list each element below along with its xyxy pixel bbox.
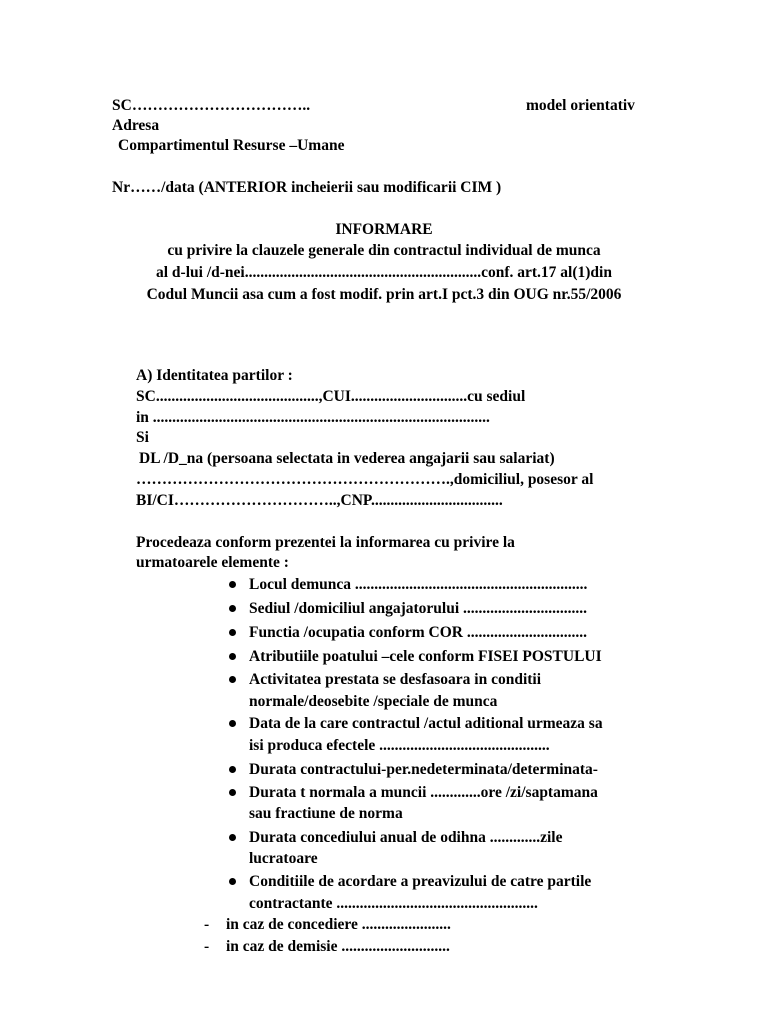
list-item-continuation: sau fractiune de norma [249, 805, 403, 822]
procedure-line-2: urmatoarele elemente : [136, 554, 289, 571]
bullet-icon [229, 605, 236, 612]
list-item: Durata concediului anual de odihna .............zile [249, 829, 563, 846]
bullet-icon [229, 720, 236, 727]
procedure-line-1: Procedeaza conform prezentei la informarea cu privire la [136, 534, 515, 551]
bullet-icon [229, 834, 236, 841]
section-a-line-4: DL /D_na (persoana selectata in vederea angajarii sau salariat) [139, 450, 555, 467]
dash-marker: - [204, 938, 210, 955]
list-item: Atributiile poatului –cele conform FISEI POSTULUI [249, 648, 602, 665]
section-a-line-3: Si [136, 429, 149, 446]
title-line-3: Codul Muncii asa cum a fost modif. prin art.I pct.3 din OUG nr.55/2006 [146, 286, 622, 303]
list-item: Locul demunca ............................................................ [249, 576, 588, 593]
section-a-line-2: in ....................................................................................... [136, 409, 490, 426]
sub-item-dismissal: in caz de concediere ....................... [226, 916, 451, 933]
bullet-icon [229, 789, 236, 796]
list-item: Sediul /domiciliul angajatorului ................................ [249, 600, 588, 617]
list-item: Functia /ocupatia conform COR ............................... [249, 624, 587, 641]
list-item: Durata t normala a muncii .............ore /zi/saptamana [249, 784, 598, 801]
number-date-line: Nr……/data (ANTERIOR incheierii sau modificarii CIM ) [112, 179, 502, 196]
bullet-icon [229, 766, 236, 773]
bullet-icon [229, 581, 236, 588]
list-item-continuation: lucratoare [249, 850, 318, 867]
title-line-1: cu privire la clauzele generale din contractul individual de munca [167, 242, 601, 259]
bullet-icon [229, 629, 236, 636]
dash-marker: - [204, 916, 210, 933]
list-item: Conditiile de acordare a preavizului de catre partile [249, 873, 592, 890]
list-item-continuation: normale/deosebite /speciale de munca [249, 693, 498, 710]
address-label: Adresa [112, 117, 160, 134]
sub-item-resignation: in caz de demisie ............................ [226, 938, 450, 955]
list-item: Data de la care contractul /actul aditional urmeaza sa [249, 715, 603, 732]
list-item: Activitatea prestata se desfasoara in conditii [249, 671, 542, 688]
section-a-line-1: SC..........................................,CUI..............................cu sediul [136, 388, 526, 405]
document-title: INFORMARE [335, 221, 433, 238]
bullet-icon [229, 676, 236, 683]
title-line-2: al d-lui /d-nei.............................................................conf. art.17 al(1)din [156, 264, 612, 281]
section-a-heading: A) Identitatea partilor : [136, 367, 293, 384]
section-a-line-6: BI/CI…………………………..,CNP.................................. [136, 492, 503, 509]
section-a-line-5: …………………………………………………….,domiciliul, posesor al [136, 471, 594, 488]
bullet-icon [229, 653, 236, 660]
list-item-continuation: isi produca efectele ............................................ [249, 737, 550, 754]
list-item-continuation: contractante .................................................... [249, 895, 538, 912]
company-field: SC…………………………….. [112, 97, 311, 114]
bullet-icon [229, 878, 236, 885]
list-item: Durata contractului-per.nedeterminata/determinata- [249, 761, 598, 778]
model-note: model orientativ [526, 97, 635, 114]
department-label: Compartimentul Resurse –Umane [118, 137, 345, 154]
